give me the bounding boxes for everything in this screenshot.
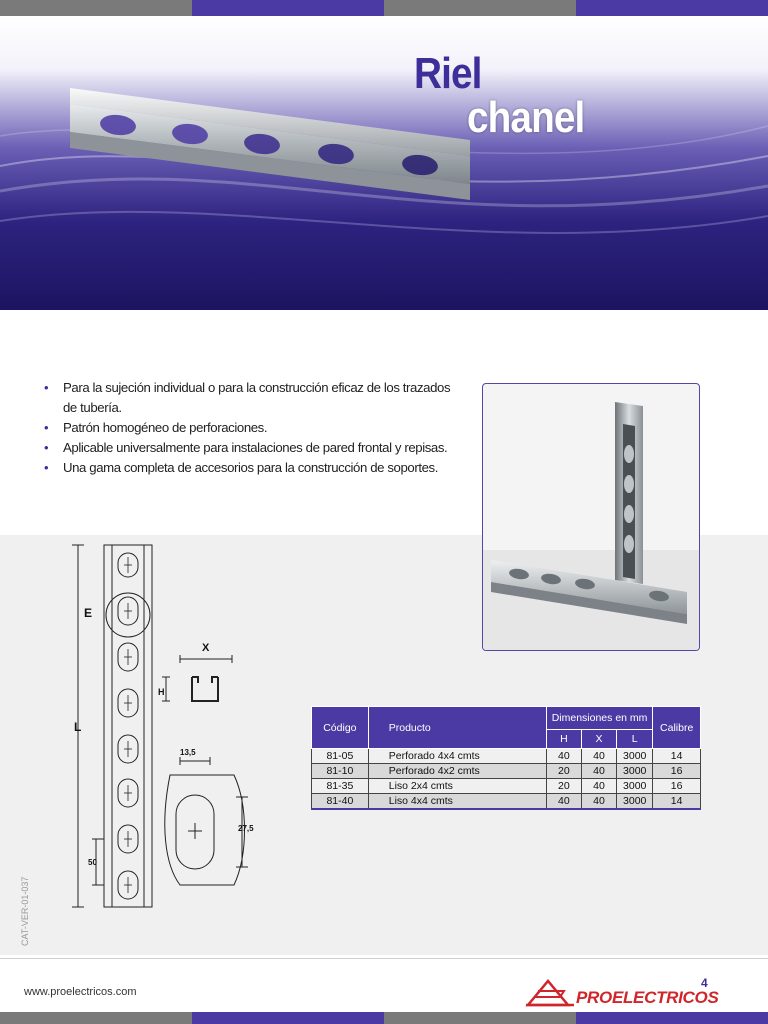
- company-logo: [524, 977, 719, 1009]
- table-row: 81-10 Perforado 4x2 cmts 20 40 3000 16: [312, 764, 701, 779]
- header-h: H: [546, 730, 581, 749]
- header-l: L: [617, 730, 653, 749]
- top-color-strip: [0, 0, 768, 16]
- feature-item: • Patrón homogéneo de perforaciones.: [44, 418, 464, 438]
- table-row: 81-05 Perforado 4x4 cmts 40 40 3000 14: [312, 749, 701, 764]
- label-x: X: [202, 642, 210, 654]
- banner-background: [0, 16, 768, 310]
- table-row: 81-40 Liso 4x4 cmts 40 40 3000 14: [312, 794, 701, 810]
- title-line-1: Riel: [414, 49, 482, 98]
- logo-icon: [524, 977, 576, 1009]
- title-line-2: chanel: [467, 93, 585, 142]
- dim-27-5: 27,5: [238, 824, 254, 833]
- bullet-icon: •: [44, 440, 49, 455]
- table-row: 81-35 Liso 2x4 cmts 20 40 3000 16: [312, 779, 701, 794]
- label-e: E: [84, 606, 93, 620]
- header-gauge: Calibre: [653, 707, 701, 749]
- header-product: Producto: [368, 707, 546, 749]
- footer-divider: [0, 958, 768, 959]
- website-link[interactable]: www.proelectricos.com: [24, 986, 137, 998]
- bullet-icon: •: [44, 460, 49, 475]
- logo-text: PROELECTRICOS: [576, 988, 719, 1007]
- header-dimensions: Dimensiones en mm: [546, 707, 652, 730]
- label-l: L: [74, 720, 82, 734]
- header-banner: [0, 16, 768, 310]
- feature-list: [44, 378, 464, 478]
- bullet-icon: •: [44, 420, 49, 435]
- dim-50: 50: [88, 858, 97, 867]
- feature-item: • Una gama completa de accesorios para la construcción de soportes.: [44, 458, 464, 478]
- header-x: X: [581, 730, 616, 749]
- page-number: 4: [701, 976, 708, 990]
- header-code: Código: [312, 707, 369, 749]
- catalog-code: CAT-VER-01-037: [20, 876, 30, 946]
- bottom-color-strip: [0, 1012, 768, 1024]
- product-photo: [482, 383, 700, 651]
- technical-drawing: [20, 535, 260, 955]
- feature-item: • Para la sujeción individual o para la construcción eficaz de los trazados de tubería.: [44, 380, 451, 415]
- dim-13-5: 13,5: [180, 748, 196, 757]
- specification-table: [311, 706, 701, 810]
- label-h: H: [158, 687, 165, 697]
- bullet-icon: •: [44, 380, 49, 395]
- feature-item: • Aplicable universalmente para instalaciones de pared frontal y repisas.: [44, 438, 464, 458]
